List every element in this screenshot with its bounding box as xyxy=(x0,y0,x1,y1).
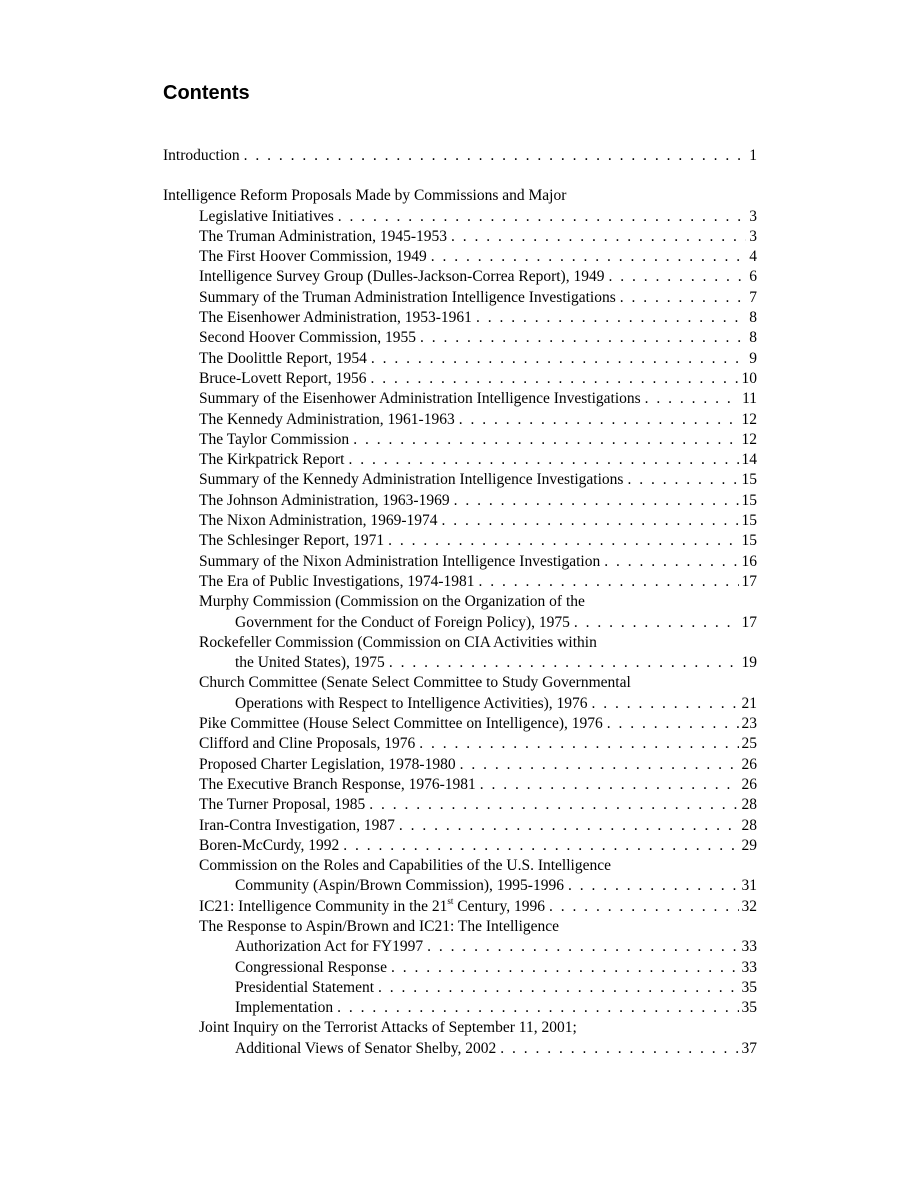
toc-entry-rockefeller-line1[interactable] xyxy=(163,633,757,653)
toc-page-number: 8 xyxy=(746,328,757,348)
toc-subentry[interactable] xyxy=(163,978,757,998)
toc-entry-text xyxy=(199,897,549,917)
toc-entry-legislative-initiatives[interactable] xyxy=(163,207,757,227)
toc-page-number: 12 xyxy=(739,430,758,450)
toc-entry-text: The Kirkpatrick Report xyxy=(199,450,348,470)
toc-entry-church[interactable] xyxy=(163,694,757,714)
toc-entry-ic21[interactable] xyxy=(163,897,757,917)
toc-entry[interactable] xyxy=(163,389,757,409)
toc-page-number: 28 xyxy=(739,795,758,815)
leader-dots xyxy=(371,349,746,369)
toc-entry[interactable] xyxy=(163,450,757,470)
table-of-contents xyxy=(163,146,757,1059)
toc-entry[interactable] xyxy=(163,288,757,308)
toc-entry[interactable] xyxy=(163,511,757,531)
ic21-text-before: IC21: Intelligence Community in the 21 xyxy=(199,897,448,915)
leader-dots xyxy=(574,613,739,633)
ic21-superscript: st xyxy=(447,896,454,906)
toc-entry-text: Rockefeller Commission (Commission on CIA Activities within xyxy=(199,633,597,651)
toc-entry-joint-line1[interactable] xyxy=(163,1018,757,1038)
toc-entry-text: Commission on the Roles and Capabilities of the U.S. Intelligence xyxy=(199,857,611,875)
toc-page-number: 3 xyxy=(746,207,757,227)
toc-entry[interactable] xyxy=(163,795,757,815)
toc-entry-text: Additional Views of Senator Shelby, 2002 xyxy=(235,1039,500,1059)
toc-entry-text: The Schlesinger Report, 1971 xyxy=(199,531,388,551)
toc-entry-text: The First Hoover Commission, 1949 xyxy=(199,247,431,267)
toc-page-number: 28 xyxy=(739,816,758,836)
toc-entry-text: Implementation xyxy=(235,998,337,1018)
toc-page-number: 35 xyxy=(739,998,758,1018)
toc-page-number: 23 xyxy=(739,714,758,734)
leader-dots xyxy=(568,876,739,896)
leader-dots xyxy=(431,247,746,267)
toc-entry[interactable] xyxy=(163,775,757,795)
toc-entry[interactable] xyxy=(163,755,757,775)
toc-page-number: 12 xyxy=(739,410,758,430)
toc-page-number: 35 xyxy=(739,978,758,998)
toc-page-number: 3 xyxy=(746,227,757,247)
toc-entry[interactable] xyxy=(163,328,757,348)
leader-dots xyxy=(388,531,738,551)
leader-dots xyxy=(442,511,739,531)
leader-dots xyxy=(454,491,739,511)
toc-page-number: 19 xyxy=(739,653,758,673)
toc-page-number: 17 xyxy=(739,572,758,592)
toc-subentry[interactable] xyxy=(163,958,757,978)
toc-entry-text: The Taylor Commission xyxy=(199,430,353,450)
toc-entry-murphy[interactable] xyxy=(163,613,757,633)
toc-entry-text: The Turner Proposal, 1985 xyxy=(199,795,369,815)
toc-page-number: 15 xyxy=(739,531,758,551)
toc-entry-text: Operations with Respect to Intelligence Activities), 1976 xyxy=(235,694,592,714)
leader-dots xyxy=(337,998,738,1018)
toc-page-number: 9 xyxy=(746,349,757,369)
toc-page-number: 33 xyxy=(739,937,758,957)
page-title: Contents xyxy=(163,82,250,104)
leader-dots xyxy=(343,836,738,856)
toc-page-number: 6 xyxy=(746,267,757,287)
leader-dots xyxy=(460,755,739,775)
toc-entry-text: Summary of the Kennedy Administration Intelligence Investigations xyxy=(199,470,627,490)
toc-entry-text: Second Hoover Commission, 1955 xyxy=(199,328,420,348)
toc-entry-text: Iran-Contra Investigation, 1987 xyxy=(199,816,399,836)
toc-entry-text: Legislative Initiatives xyxy=(199,207,338,227)
toc-entry-text: Intelligence Survey Group (Dulles-Jackson-Correa Report), 1949 xyxy=(199,267,608,287)
toc-entry-response-line1[interactable] xyxy=(163,917,757,937)
toc-page-number: 7 xyxy=(746,288,757,308)
toc-entry-text: Joint Inquiry on the Terrorist Attacks of September 11, 2001; xyxy=(199,1019,577,1037)
leader-dots xyxy=(378,978,738,998)
toc-entry[interactable] xyxy=(163,267,757,287)
toc-entry-text: Introduction xyxy=(163,146,244,166)
toc-page-number: 14 xyxy=(739,450,758,470)
leader-dots xyxy=(500,1039,738,1059)
leader-dots xyxy=(645,389,739,409)
toc-page-number: 25 xyxy=(739,734,758,754)
toc-entry-text: The Kennedy Administration, 1961-1963 xyxy=(199,410,459,430)
toc-entry-text: The Response to Aspin/Brown and IC21: The Intelligence xyxy=(199,917,560,935)
toc-page-number: 1 xyxy=(746,146,757,166)
leader-dots xyxy=(389,653,739,673)
toc-entry-text: Presidential Statement xyxy=(235,978,378,998)
toc-entry-text: The Eisenhower Administration, 1953-1961 xyxy=(199,308,476,328)
leader-dots xyxy=(620,288,747,308)
toc-entry-rockefeller[interactable] xyxy=(163,653,757,673)
toc-entry[interactable] xyxy=(163,227,757,247)
toc-page-number: 16 xyxy=(739,552,758,572)
toc-entry[interactable] xyxy=(163,491,757,511)
toc-entry-text: Clifford and Cline Proposals, 1976 xyxy=(199,734,419,754)
leader-dots xyxy=(399,816,739,836)
leader-dots xyxy=(604,552,738,572)
toc-entry-text: Bruce-Lovett Report, 1956 xyxy=(199,369,370,389)
toc-entry-text: Government for the Conduct of Foreign Policy), 1975 xyxy=(235,613,574,633)
toc-entry-text: Church Committee (Senate Select Committee to Study Governmental xyxy=(199,674,631,692)
leader-dots xyxy=(608,267,746,287)
ic21-text-after: Century, 1996 xyxy=(453,897,545,915)
toc-entry-text: Intelligence Reform Proposals Made by Commissions and Major xyxy=(163,187,567,205)
leader-dots xyxy=(338,207,747,227)
toc-entry[interactable] xyxy=(163,308,757,328)
toc-entry[interactable] xyxy=(163,430,757,450)
leader-dots xyxy=(479,572,739,592)
toc-entry[interactable] xyxy=(163,470,757,490)
toc-entry-aspin[interactable] xyxy=(163,876,757,896)
toc-page-number: 15 xyxy=(739,470,758,490)
leader-dots xyxy=(549,897,739,917)
toc-entry-text: The Doolittle Report, 1954 xyxy=(199,349,371,369)
toc-entry-text: Proposed Charter Legislation, 1978-1980 xyxy=(199,755,460,775)
toc-page-number: 31 xyxy=(739,876,758,896)
leader-dots xyxy=(592,694,739,714)
leader-dots xyxy=(244,146,747,166)
toc-page-number: 32 xyxy=(739,897,758,917)
toc-entry-text: The Nixon Administration, 1969-1974 xyxy=(199,511,442,531)
toc-entry-text: The Johnson Administration, 1963-1969 xyxy=(199,491,454,511)
toc-entry-text: Murphy Commission (Commission on the Organization of the xyxy=(199,593,585,611)
leader-dots xyxy=(627,470,738,490)
toc-entry-text: Authorization Act for FY1997 xyxy=(235,937,427,957)
leader-dots xyxy=(391,958,739,978)
toc-entry-text: Summary of the Eisenhower Administration Intelligence Investigations xyxy=(199,389,645,409)
toc-subentry[interactable] xyxy=(163,998,757,1018)
toc-entry-text: Summary of the Nixon Administration Intelligence Investigation xyxy=(199,552,604,572)
leader-dots xyxy=(459,410,739,430)
toc-page-number: 37 xyxy=(739,1039,758,1059)
toc-page-number: 15 xyxy=(739,491,758,511)
toc-entry-text: The Era of Public Investigations, 1974-1981 xyxy=(199,572,479,592)
toc-entry-text: Congressional Response xyxy=(235,958,391,978)
toc-entry[interactable] xyxy=(163,836,757,856)
toc-entry-text: Pike Committee (House Select Committee on Intelligence), 1976 xyxy=(199,714,607,734)
toc-entry-introduction[interactable] xyxy=(163,146,757,166)
leader-dots xyxy=(348,450,738,470)
leader-dots xyxy=(451,227,746,247)
leader-dots xyxy=(476,308,746,328)
toc-entry[interactable] xyxy=(163,247,757,267)
toc-page-number: 4 xyxy=(746,247,757,267)
leader-dots xyxy=(420,328,746,348)
toc-entry-text: Boren-McCurdy, 1992 xyxy=(199,836,343,856)
toc-entry[interactable] xyxy=(163,572,757,592)
leader-dots xyxy=(369,795,738,815)
toc-page-number: 11 xyxy=(739,389,757,409)
toc-entry[interactable] xyxy=(163,552,757,572)
toc-page-number: 26 xyxy=(739,755,758,775)
toc-entry[interactable] xyxy=(163,816,757,836)
toc-entry[interactable] xyxy=(163,410,757,430)
leader-dots xyxy=(419,734,738,754)
toc-section-title xyxy=(163,186,757,206)
toc-page-number: 33 xyxy=(739,958,758,978)
toc-entry-text: Community (Aspin/Brown Commission), 1995-1996 xyxy=(235,876,568,896)
toc-entry[interactable] xyxy=(163,734,757,754)
leader-dots xyxy=(353,430,738,450)
toc-entry-joint[interactable] xyxy=(163,1039,757,1059)
leader-dots xyxy=(480,775,739,795)
toc-entry-murphy-line1[interactable] xyxy=(163,592,757,612)
toc-entry[interactable] xyxy=(163,531,757,551)
leader-dots xyxy=(607,714,739,734)
toc-entry[interactable] xyxy=(163,349,757,369)
toc-page-number: 8 xyxy=(746,308,757,328)
toc-page-number: 17 xyxy=(739,613,758,633)
toc-page-number: 10 xyxy=(739,369,758,389)
toc-entry-text: The Truman Administration, 1945-1953 xyxy=(199,227,451,247)
toc-entry[interactable] xyxy=(163,714,757,734)
toc-entry-church-line1[interactable] xyxy=(163,673,757,693)
toc-page-number: 21 xyxy=(739,694,758,714)
leader-dots xyxy=(427,937,738,957)
toc-page-number: 15 xyxy=(739,511,758,531)
toc-entry-text: the United States), 1975 xyxy=(235,653,389,673)
toc-entry-text: Summary of the Truman Administration Intelligence Investigations xyxy=(199,288,620,308)
leader-dots xyxy=(370,369,738,389)
toc-entry-aspin-line1[interactable] xyxy=(163,856,757,876)
toc-page-number: 26 xyxy=(739,775,758,795)
toc-entry-text: The Executive Branch Response, 1976-1981 xyxy=(199,775,480,795)
toc-entry[interactable] xyxy=(163,369,757,389)
toc-page-number: 29 xyxy=(739,836,758,856)
toc-entry-response[interactable] xyxy=(163,937,757,957)
